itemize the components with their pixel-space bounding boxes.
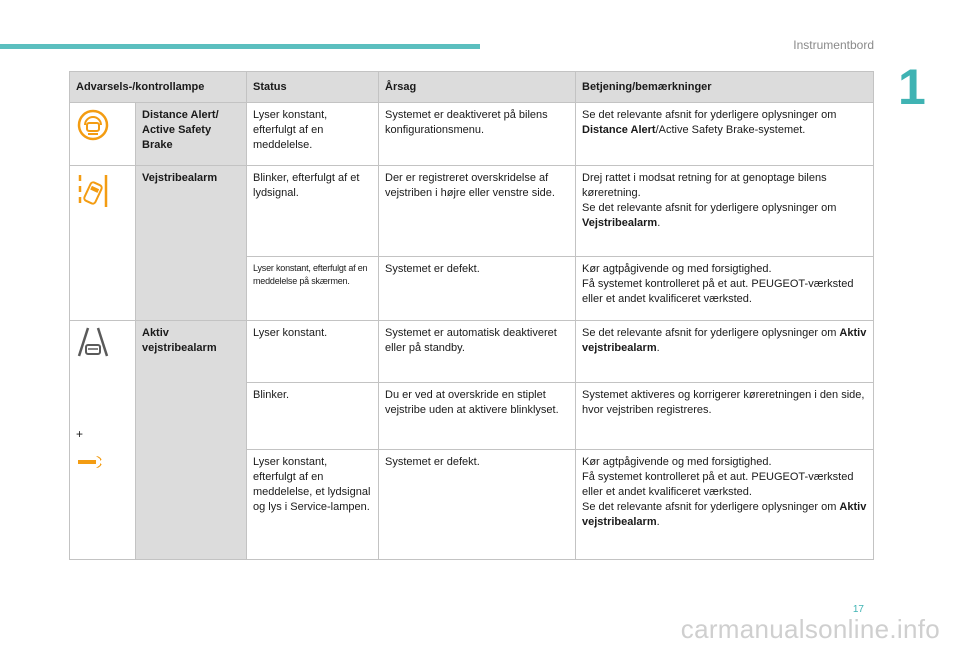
lamp-name-distance-alert: Distance Alert/ Active Safety Brake — [136, 103, 247, 166]
action-text: Kør agtpågivende og med forsigtighed. Få systemet kontrolleret på et aut. PEUGEOT-værksted eller et andet kvalificeret værksted. Se det relevante afsnit for yderligere oplysninger om Aktiv vejstribealarm. — [576, 450, 874, 560]
table-row — [70, 103, 874, 166]
warning-lamp-table — [69, 71, 874, 560]
column-header-action: Betjening/bemærkninger — [576, 72, 874, 103]
active-lane-keeping-icon — [76, 326, 110, 360]
action-text: Drej rattet i modsat retning for at genoptage bilens køreretning. Se det relevante afsnit for yderligere oplysninger om Vejstribealarm. — [576, 166, 874, 257]
cause-text: Der er registreret overskridelse af vejstriben i højre eller venstre side. — [379, 166, 576, 257]
status-text: Lyser konstant, efterfulgt af en meddelelse. — [247, 103, 379, 166]
chapter-number: 1 — [898, 59, 926, 115]
top-accent-bar — [0, 44, 480, 49]
status-text: Lyser konstant, efterfulgt af en meddelelse, et lydsignal og lys i Service-lampen. — [247, 450, 379, 560]
icon-cell — [70, 103, 136, 166]
icon-cell — [70, 321, 136, 560]
icon-cell — [70, 166, 136, 321]
column-header-cause: Årsag — [379, 72, 576, 103]
cause-text: Systemet er defekt. — [379, 257, 576, 321]
table-row — [70, 321, 874, 383]
lane-departure-warning-icon — [76, 171, 110, 211]
table-row — [70, 166, 874, 257]
watermark-text: carmanualsonline.info — [680, 614, 940, 644]
page-number: 17 — [852, 604, 864, 615]
action-text: Se det relevante afsnit for yderligere oplysninger om Distance Alert/Active Safety Brake-systemet. — [576, 103, 874, 166]
cause-text: Systemet er automatisk deaktiveret eller på standby. — [379, 321, 576, 383]
service-wrench-icon — [76, 452, 110, 472]
lamp-name-active-lane-keeping: Aktiv vejstribealarm — [136, 321, 247, 560]
table-header-row — [70, 72, 874, 103]
status-text: Lyser konstant, efterfulgt af en meddelelse på skærmen. — [247, 257, 379, 321]
section-title: Instrumentbord — [793, 38, 874, 52]
cause-text: Du er ved at overskride en stiplet vejstribe uden at aktivere blinklyset. — [379, 383, 576, 450]
status-text: Blinker, efterfulgt af et lydsignal. — [247, 166, 379, 257]
action-text: Se det relevante afsnit for yderligere oplysninger om Aktiv vejstribealarm. — [576, 321, 874, 383]
cause-text: Systemet er deaktiveret på bilens konfigurationsmenu. — [379, 103, 576, 166]
column-header-lamp: Advarsels-/kontrollampe — [70, 72, 247, 103]
column-header-status: Status — [247, 72, 379, 103]
status-text: Lyser konstant. — [247, 321, 379, 383]
action-text: Systemet aktiveres og korrigerer køreretningen i den side, hvor vejstriben registreres. — [576, 383, 874, 450]
lamp-name-lane-departure: Vejstribealarm — [136, 166, 247, 321]
icon-plus-sign: + — [76, 427, 84, 441]
status-text: Blinker. — [247, 383, 379, 450]
distance-alert-icon — [76, 108, 110, 142]
action-text: Kør agtpågivende og med forsigtighed. Få systemet kontrolleret på et aut. PEUGEOT-værksted eller et andet kvalificeret værksted. — [576, 257, 874, 321]
cause-text: Systemet er defekt. — [379, 450, 576, 560]
